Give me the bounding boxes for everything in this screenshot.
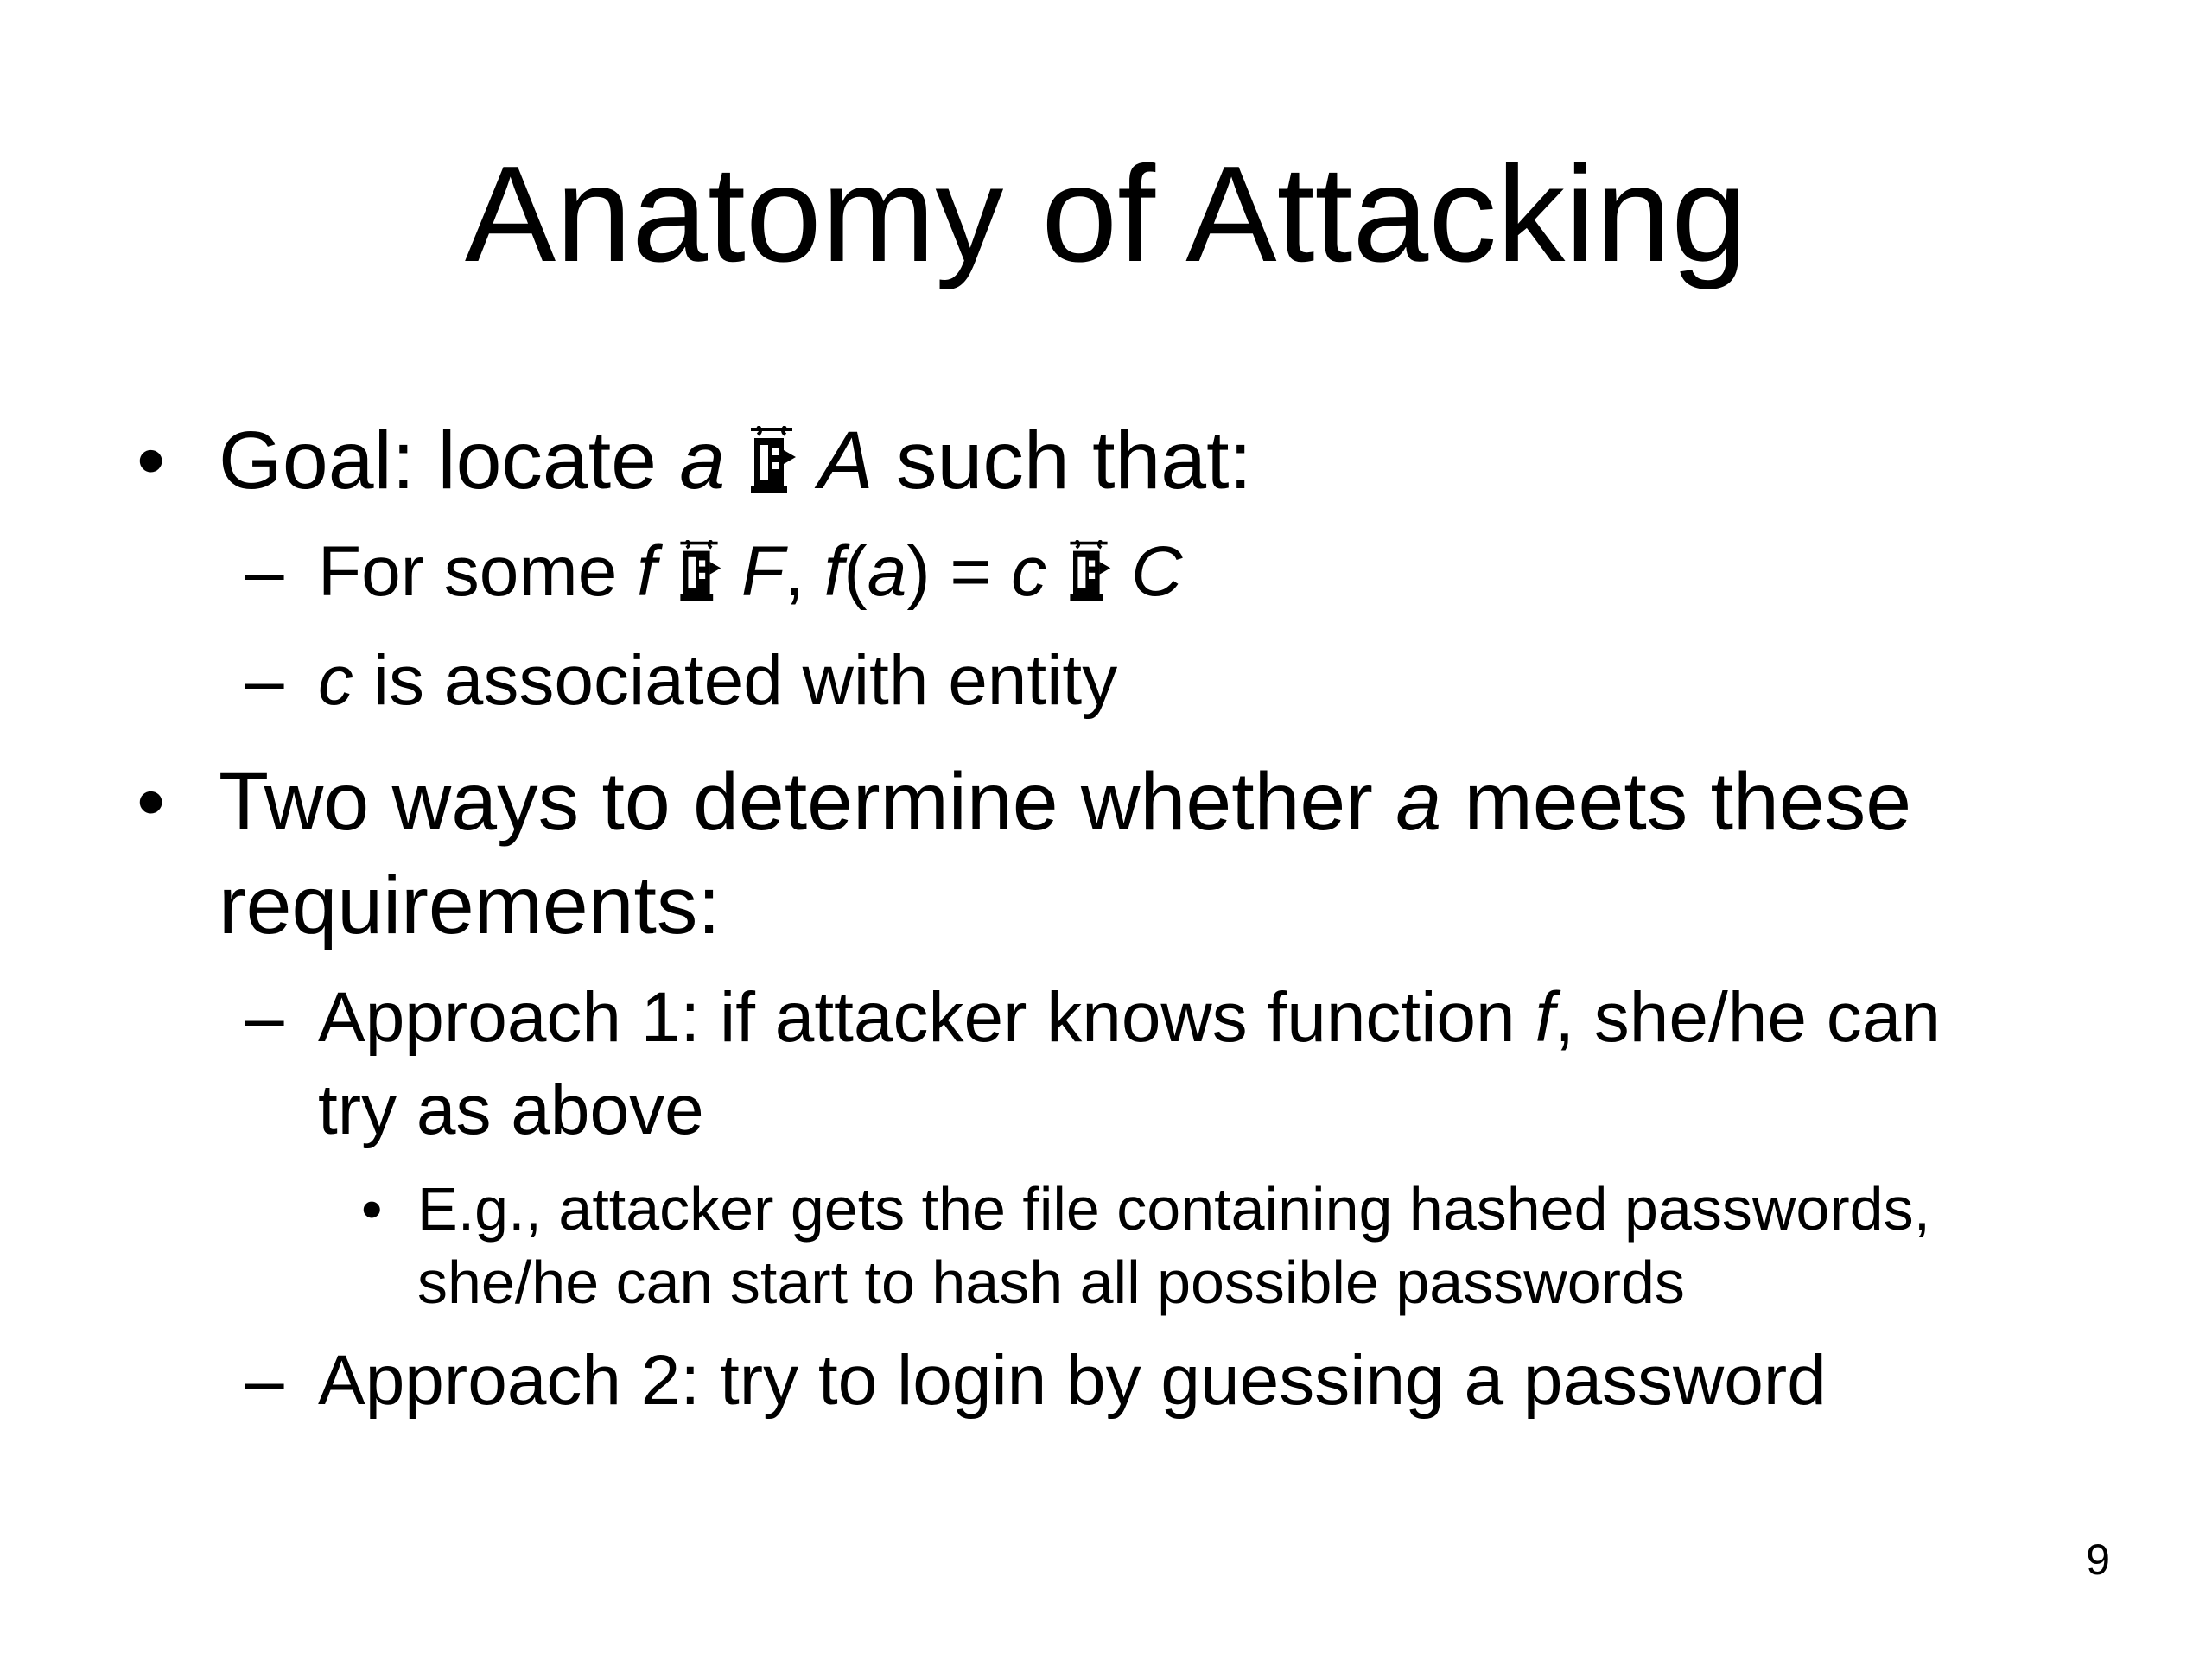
bullet-marker: • — [361, 1175, 383, 1243]
slide-title: Anatomy of Attacking — [464, 138, 1748, 290]
for-some-text: For some — [318, 532, 618, 611]
bullet-two-ways-continued: requirements: — [219, 860, 721, 951]
sub-item-for-some — [318, 531, 1182, 613]
dash-marker: – — [245, 532, 284, 611]
associated-text: is associated with entity — [372, 641, 1118, 720]
bullet-marker: • — [137, 756, 166, 848]
comma: , — [785, 532, 804, 611]
sub-item-approach-1 — [318, 976, 1941, 1059]
set-A: A — [818, 415, 874, 506]
variable-f: f — [1535, 978, 1555, 1057]
page-number: 9 — [2086, 1535, 2110, 1584]
dash-marker: – — [245, 978, 284, 1057]
meets-text: meets these — [1464, 756, 1912, 848]
variable-f: f — [637, 532, 657, 611]
approach-1-suffix: , she/he can — [1554, 978, 1941, 1057]
bullet-two-ways — [219, 754, 1911, 849]
sub-item-approach-2: Approach 2: try to login by guessing a password — [318, 1341, 1827, 1420]
broken-symbol-icon — [676, 540, 722, 602]
goal-text: Goal: locate — [219, 415, 657, 506]
bullet-goal — [219, 413, 1252, 508]
variable-c: c — [1011, 532, 1047, 611]
bullet-marker: • — [137, 415, 166, 506]
example-line-1: E.g., attacker gets the file containing hashed passwords, — [417, 1175, 1931, 1243]
variable-a: a — [679, 415, 726, 506]
function-f: f — [823, 532, 844, 611]
variable-a: a — [1395, 756, 1442, 848]
dash-marker: – — [245, 1341, 284, 1420]
variable-c: c — [318, 641, 353, 720]
goal-suffix: such that: — [896, 415, 1252, 506]
dash-marker: – — [245, 641, 284, 720]
paren-close-equals: ) = — [906, 532, 992, 611]
set-C: C — [1131, 532, 1183, 611]
example-line-2: she/he can start to hash all possible passwords — [417, 1249, 1685, 1316]
argument-a: a — [867, 532, 907, 611]
set-F: F — [741, 532, 785, 611]
two-ways-text: Two ways to determine whether — [219, 756, 1373, 848]
sub-item-c-associated — [318, 639, 1117, 722]
sub-item-approach-1-continued: try as above — [318, 1071, 704, 1149]
paren-open: ( — [843, 532, 868, 611]
approach-1-text: Approach 1: if attacker knows function — [318, 978, 1516, 1057]
broken-symbol-icon — [1065, 540, 1112, 602]
broken-symbol-icon — [746, 426, 798, 495]
